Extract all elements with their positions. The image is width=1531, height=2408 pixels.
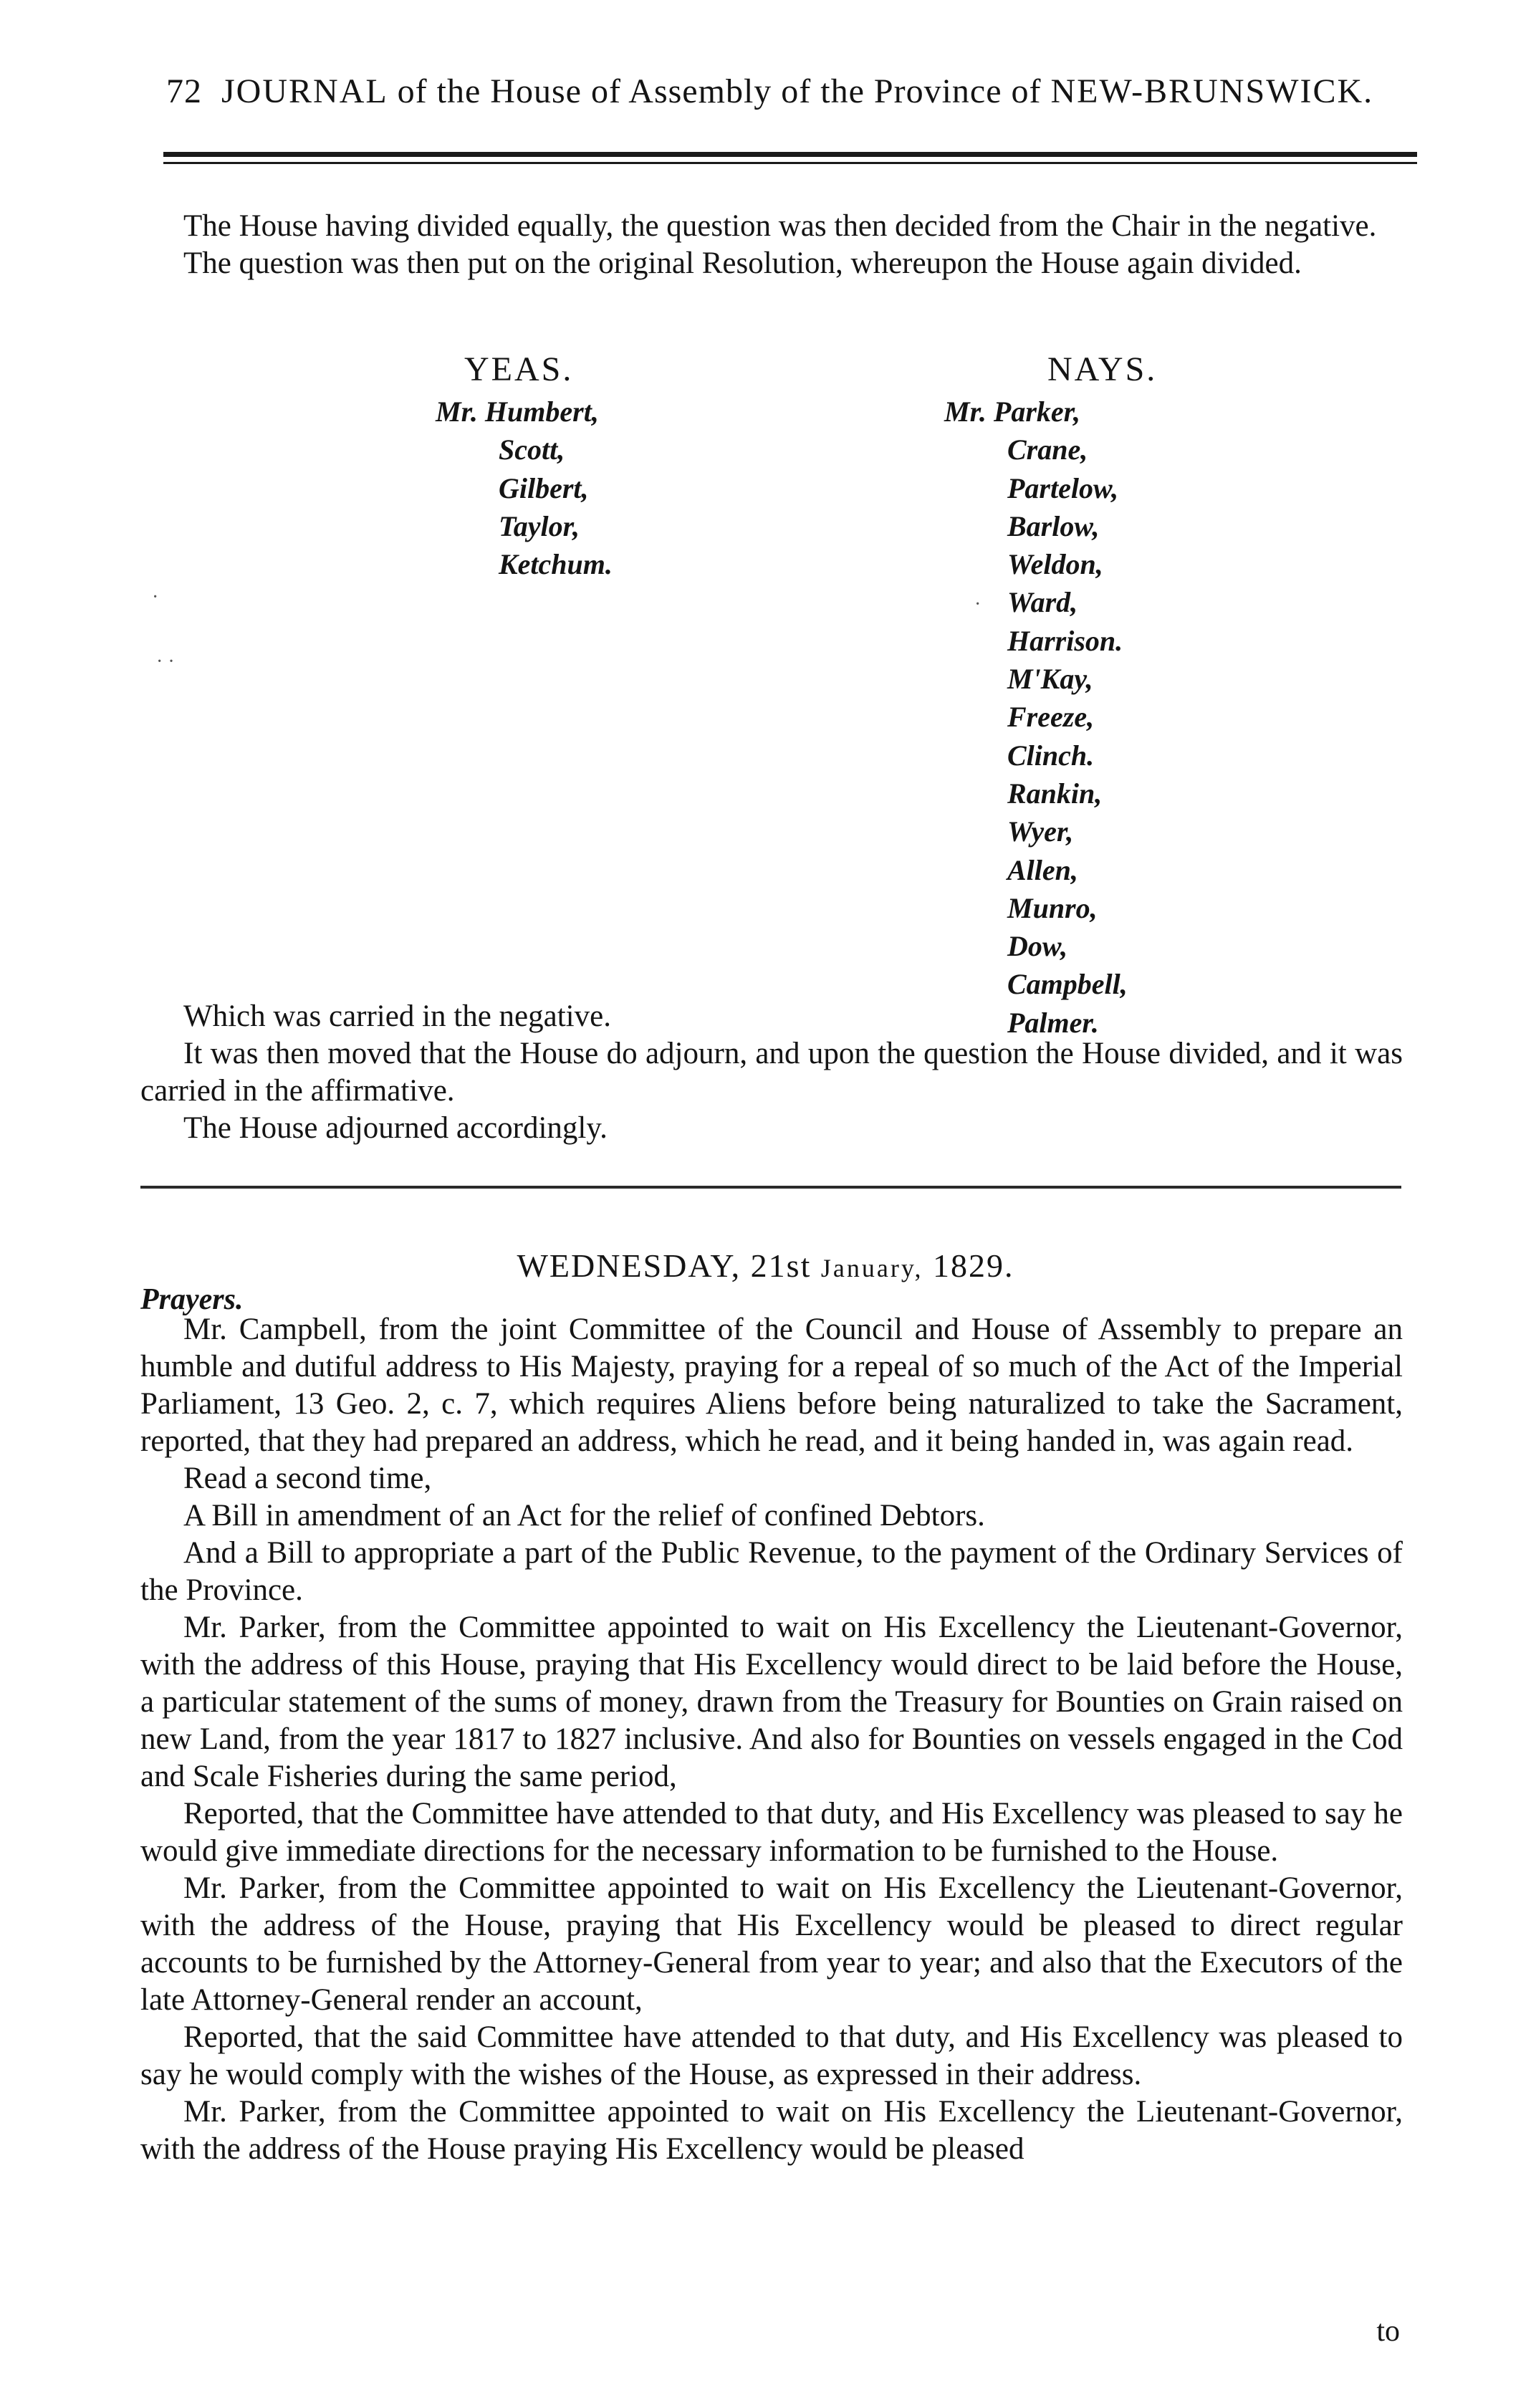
member-name: Dow, <box>1007 930 1068 963</box>
member-name: Mr. Humbert, <box>436 395 599 428</box>
print-speck: · · <box>156 651 175 673</box>
date-date: 21st <box>750 1247 812 1284</box>
sitting-date-heading <box>0 1247 1531 1285</box>
member-name: Harrison. <box>1007 624 1123 657</box>
member-name: Campbell, <box>1007 968 1128 1001</box>
header-province: NEW-BRUNSWICK. <box>1050 72 1374 110</box>
nays-names <box>944 393 1128 1042</box>
paragraph: Mr. Parker, from the Committee appointed to wait on His Excellency the Lieutenant-Governor, with the address of the House, praying that His Excellency would be pleased to direct regular accounts to be furnished by the Attorney-General from year to year; and also that the Executors of the late Attorney-General render an account, <box>140 1871 1403 2017</box>
paragraph: Which was carried in the negative. <box>183 999 611 1033</box>
date-day: WEDNESDAY, <box>517 1247 741 1284</box>
paragraph: A Bill in amendment of an Act for the relief of confined Debtors. <box>183 1499 985 1532</box>
paragraph: The House adjourned accordingly. <box>183 1111 608 1145</box>
date-year: 1829. <box>932 1247 1014 1284</box>
paragraph: The question was then put on the original Resolution, whereupon the House again divided. <box>183 246 1302 280</box>
member-name: Partelow, <box>1007 471 1119 504</box>
member-name: Allen, <box>1007 853 1078 886</box>
division-result <box>140 998 1403 1147</box>
member-name: Barlow, <box>1007 509 1100 542</box>
paragraph: Reported, that the Committee have attended to that duty, and His Excellency was pleased to say he would give immediate directions for the necessary information to be furnished to the House. <box>140 1797 1403 1868</box>
paragraph: And a Bill to appropriate a part of the Public Revenue, to the payment of the Ordinary Services of the Province. <box>140 1536 1403 1607</box>
date-month: January, <box>820 1254 923 1282</box>
paragraph: Read a second time, <box>183 1462 432 1495</box>
opening-paragraphs <box>140 208 1403 282</box>
yeas-heading: YEAS. <box>464 350 574 388</box>
print-speck: · <box>974 593 982 615</box>
running-header <box>166 72 1413 111</box>
header-journal-word: JOURNAL <box>221 72 388 110</box>
paragraph: The House having divided equally, the question was then decided from the Chair in the negative. <box>183 209 1377 243</box>
member-name: Palmer. <box>1007 1006 1099 1039</box>
member-name: Clinch. <box>1007 739 1095 772</box>
catchword: to <box>1376 2315 1400 2348</box>
header-title: of the House of Assembly of the Province of <box>397 72 1042 110</box>
sitting-proceedings <box>140 1311 1403 2168</box>
member-name: Wyer, <box>1007 815 1074 848</box>
member-name: Ketchum. <box>499 548 613 581</box>
page-number: 72 <box>166 72 202 110</box>
paragraph: Reported, that the said Committee have attended to that duty, and His Excellency was pleased to say he would comply with the wishes of the House, as expressed in their address. <box>140 2020 1403 2091</box>
print-speck: · <box>152 586 159 608</box>
yeas-names <box>436 393 613 583</box>
member-name: Taylor, <box>499 509 580 542</box>
member-name: Scott, <box>499 433 565 466</box>
header-rule-thin <box>163 162 1417 164</box>
prayers-note: Prayers. <box>140 1283 244 1316</box>
nays-heading: NAYS. <box>1047 350 1158 388</box>
member-name: Munro, <box>1007 891 1098 924</box>
member-name: Freeze, <box>1007 701 1095 734</box>
member-name: Mr. Parker, <box>944 395 1081 428</box>
header-rule-thick <box>163 152 1417 157</box>
member-name: Crane, <box>1007 433 1088 466</box>
member-name: Ward, <box>1007 586 1078 619</box>
paragraph: Mr. Parker, from the Committee appointed to wait on His Excellency the Lieutenant-Governor, with the address of this House, praying that His Excellency would direct to be laid before the House, a particular statement of the sums of money, drawn from the Treasury for Bounties on Grain raised on new Land, from the year 1817 to 1827 inclusive. And also for Bounties on vessels engaged in the Cod and Scale Fisheries during the same period, <box>140 1611 1403 1793</box>
section-divider <box>140 1186 1401 1189</box>
paragraph: It was then moved that the House do adjourn, and upon the question the House divided, and it was carried in the affirmative. <box>140 1037 1403 1108</box>
paragraph: Mr. Campbell, from the joint Committee of the Council and House of Assembly to prepare an humble and dutiful address to His Majesty, praying for a repeal of so much of the Act of the Imperial Parliament, 13 Geo. 2, c. 7, which requires Aliens before being naturalized to take the Sacrament, reported, that they had prepared an address, which he read, and it being handed in, was again read. <box>140 1313 1403 1458</box>
paragraph: Mr. Parker, from the Committee appointed to wait on His Excellency the Lieutenant-Governor, with the address of the House praying His Excellency would be pleased <box>140 2095 1403 2166</box>
member-name: M'Kay, <box>1007 663 1093 696</box>
member-name: Weldon, <box>1007 548 1103 581</box>
member-name: Gilbert, <box>499 471 589 504</box>
member-name: Rankin, <box>1007 777 1103 810</box>
